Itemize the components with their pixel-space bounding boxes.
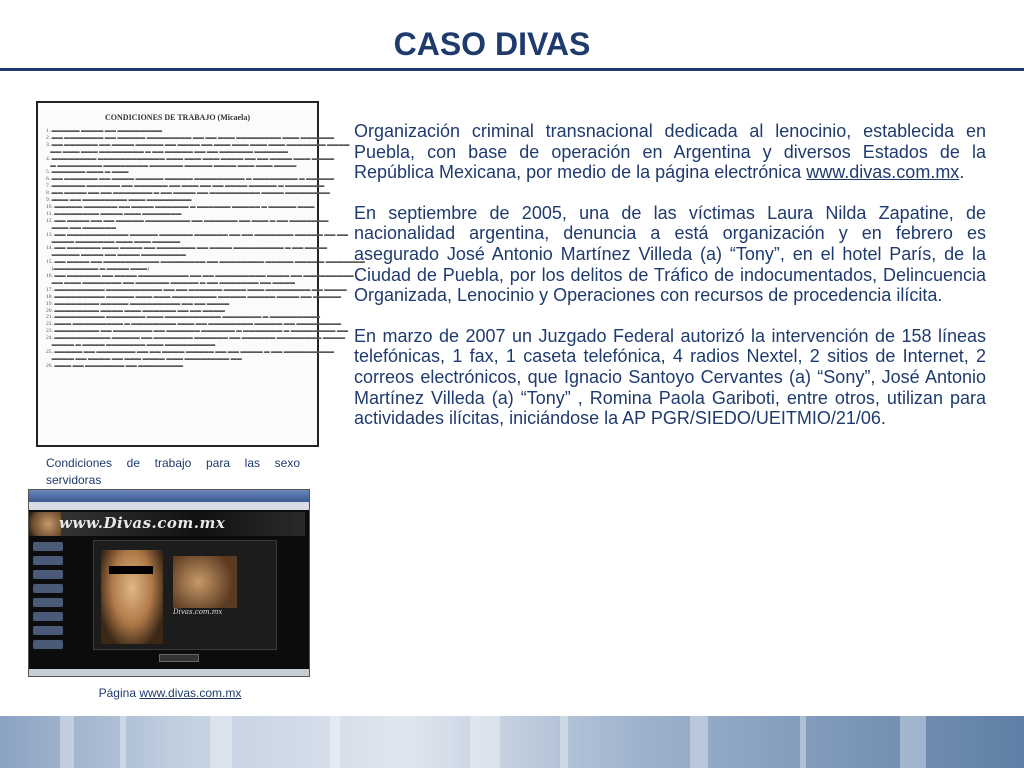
site-logo: www.Divas.com.mx	[59, 514, 226, 532]
banner-photo	[29, 512, 61, 536]
paragraph-1-text: Organización criminal transnacional dedicada al lenocinio, establecida en Puebla, con base de operación en Argentina y diversos Estados de la República Mexicana, por medio de la página electrónica	[354, 121, 986, 183]
censor-bar	[109, 566, 153, 574]
site-side-menu	[33, 542, 63, 662]
website-caption	[0, 686, 340, 700]
browser-toolbar	[29, 502, 309, 510]
paragraph-1	[354, 121, 986, 183]
browser-statusbar	[29, 669, 309, 676]
divas-site-link[interactable]: www.divas.com.mx	[806, 162, 960, 183]
site-side-photo	[173, 556, 237, 608]
page-title: CASO DIVAS	[393, 26, 591, 62]
website-screenshot-image	[28, 489, 310, 677]
paragraph-2: En septiembre de 2005, una de las víctimas Laura Nilda Zapatine, de nacionalidad argentina, denuncia a está organización y en febrero es asegurado José Antonio Martínez Villeda (a) “Tony”, en el hotel París, de la Ciudad de Puebla, por los delitos de Tráfico de indocumentados, Delincuencia Organizada, Lenocinio y Operaciones con recursos de procedencia ilícita.	[354, 202, 986, 306]
document-heading: CONDICIONES DE TRABAJO (Micaela)	[105, 113, 250, 122]
title-divider	[0, 68, 1024, 71]
footer-decorative-band	[0, 716, 1024, 768]
site-side-logo: Divas.com.mx	[173, 608, 223, 616]
website-caption-link[interactable]: www.divas.com.mx	[139, 686, 242, 700]
site-enter-button	[159, 654, 199, 662]
website-caption-prefix: Página	[98, 686, 136, 700]
main-text	[354, 121, 986, 449]
site-main-photo	[101, 550, 163, 644]
paragraph-3: En marzo de 2007 un Juzgado Federal autorizó la intervención de 158 líneas telefónicas, 1 fax, 1 caseta telefónica, 4 radios Nextel, 2 sitios de Internet, 2 correos electrónicos, que Ignacio Santoyo Cervantes (a) “Sony”, José Antonio Martínez Villeda (a) “Tony” , Romina Paola Gariboti, entre otros, utilizan para actividades ilícitas, iniciándose la AP PGR/SIEDO/UEITMIO/21/06.	[354, 325, 986, 429]
browser-titlebar	[29, 490, 309, 502]
paragraph-1-end: .	[959, 162, 965, 183]
document-scan-image	[36, 101, 365, 447]
document-scan-lines: 1. ▬▬▬▬▬ ▬▬▬▬ ▬▬ ▬▬▬▬▬▬▬▬ 2. ▬▬ ▬▬▬▬▬▬▬ ▬▬ ▬▬▬▬▬ ▬▬▬▬▬▬▬▬ ▬▬ ▬▬ ▬▬▬ ▬▬▬▬▬▬▬▬ ▬▬▬ ▬▬▬▬▬▬ 3. ▬▬ ▬▬▬▬▬▬ ▬▬ ▬▬▬▬ ▬▬▬▬▬ ▬▬ ▬▬▬▬ ▬▬ ▬▬▬ ▬▬▬ ▬▬▬ ▬▬▬ ▬▬▬▬▬▬▬ ▬▬▬▬ ▬▬ ▬▬▬ ▬▬▬ ▬▬▬▬▬▬▬▬ ▬ ▬▬ ▬▬▬▬▬ ▬▬ ▬▬ ▬▬▬▬▬▬ ▬▬▬▬▬▬ 4. ▬▬▬▬▬▬▬▬ ▬▬▬▬▬▬▬▬▬▬▬▬ ▬▬▬ ▬▬▬ ▬▬▬ ▬▬▬▬ ▬▬ ▬▬ ▬▬▬▬ ▬▬▬ ▬▬▬▬ ▬ ▬▬▬▬▬▬▬▬ ▬▬▬▬▬▬▬▬ ▬▬▬▬▬▬ ▬▬▬▬▬ ▬▬▬▬ ▬▬▬ ▬▬▬ ▬▬▬▬ 5. ▬▬▬▬▬▬ ▬▬▬ ▬ ▬▬▬ 6. ▬▬ ▬▬▬▬▬▬ ▬▬ ▬▬▬▬ ▬▬▬▬▬ ▬▬▬▬▬ ▬▬▬▬▬▬▬▬▬ ▬ ▬▬▬▬▬▬▬▬ ▬ ▬▬▬▬▬ 7. ▬▬▬▬▬▬ ▬▬▬▬▬▬ ▬▬ ▬▬▬▬▬▬ ▬▬ ▬▬▬ ▬▬ ▬▬ ▬▬▬▬ ▬▬▬▬▬ ▬ ▬▬▬▬▬▬▬ 8. ▬▬ ▬▬▬▬ ▬▬ ▬▬ ▬▬▬▬▬▬▬ ▬ ▬▬ ▬▬▬▬ ▬▬ ▬▬▬▬▬▬▬▬▬ ▬▬▬▬ ▬▬▬▬▬▬▬▬ 9. ▬▬▬ ▬▬ ▬▬▬▬▬▬▬▬ ▬▬▬ ▬▬▬▬▬▬▬▬ 10. ▬▬▬▬▬ ▬▬▬▬▬▬ ▬▬ ▬▬▬▬ ▬▬▬▬▬▬ ▬ ▬▬▬▬▬▬ ▬▬▬▬▬ ▬ ▬▬▬▬▬ ▬▬▬ 11. ▬▬▬▬▬▬▬▬ ▬▬▬▬ ▬▬▬ ▬▬▬▬▬▬▬ 12. ▬▬ ▬▬▬▬ ▬▬ ▬▬ ▬▬▬▬▬ ▬▬▬▬▬▬▬▬ ▬▬ ▬▬▬▬▬▬ ▬▬ ▬▬▬ ▬ ▬▬ ▬▬▬▬▬▬▬ ▬▬▬ ▬▬ ▬▬▬▬▬▬ 13. ▬▬ ▬▬▬▬▬▬▬▬▬▬▬ ▬▬▬▬▬ ▬▬▬▬▬▬ ▬▬▬▬▬▬ ▬▬ ▬▬ ▬▬▬▬▬▬▬ ▬▬▬▬▬ ▬▬ ▬▬ ▬▬▬▬ ▬▬▬▬▬▬▬ ▬▬▬ ▬▬▬ ▬▬▬▬▬ 14. ▬▬ ▬▬▬▬▬▬ ▬▬▬ ▬▬▬▬ ▬▬ ▬▬▬▬▬▬▬ ▬▬ ▬▬▬▬ ▬▬▬▬▬▬▬▬▬ ▬ ▬▬ ▬▬▬▬ ▬▬▬▬▬ ▬▬▬▬ ▬▬ ▬▬▬▬ ▬▬▬▬▬▬▬▬ 15. ▬▬ ▬▬▬▬ ▬▬ ▬▬▬▬▬▬▬▬▬▬ ▬▬▬▬▬▬▬▬ ▬▬ ▬▬▬▬▬▬▬▬ ▬▬▬▬▬ ▬▬▬▬ ▬ ▬▬▬▬▬▬▬ (▬▬▬▬▬▬▬▬ ▬ ▬▬▬▬ ▬▬▬) 16. ▬▬ ▬▬▬▬▬▬ ▬▬ ▬▬▬▬ ▬▬▬▬▬▬▬▬▬ ▬▬ ▬▬ ▬▬▬▬▬▬▬▬▬ ▬▬▬▬ ▬▬ ▬▬▬▬▬▬▬▬▬ ▬▬ ▬▬▬ ▬▬▬▬▬▬▬ ▬▬ ▬▬▬▬▬▬ ▬▬▬▬▬ ▬ ▬▬ ▬▬▬▬▬▬▬ ▬▬ ▬▬▬▬ 17. ▬▬▬▬▬▬▬▬▬ ▬▬▬▬▬▬▬▬▬▬ ▬▬ ▬▬ ▬▬▬▬▬▬ ▬▬▬▬ ▬▬▬ ▬▬▬▬▬▬▬▬ ▬▬ ▬▬▬▬ 18. ▬▬▬▬▬▬▬▬▬ ▬▬▬▬▬ ▬▬▬ ▬▬▬ ▬▬▬▬▬▬▬▬ ▬▬▬▬▬ ▬▬▬▬▬ ▬▬▬▬ ▬▬ ▬▬▬▬▬ 19. ▬▬▬▬▬▬▬▬ ▬▬▬▬▬ ▬▬▬▬▬▬▬▬▬ ▬▬ ▬▬ ▬▬▬▬ 20. ▬▬▬▬▬▬▬▬ ▬▬▬▬ ▬▬▬ ▬▬▬▬▬▬ ▬▬ ▬▬ ▬▬▬▬ 21. ▬▬▬▬▬▬▬▬▬ ▬▬▬▬▬▬▬ ▬▬▬ ▬▬▬▬▬▬▬▬▬▬ ▬▬▬▬▬▬▬ ▬ ▬▬▬▬▬▬▬▬▬ 22. ▬▬▬ ▬▬▬▬▬▬▬▬▬ ▬ ▬▬▬▬▬▬▬▬ ▬▬▬ ▬▬ ▬▬▬▬▬▬▬▬ ▬▬▬▬▬ ▬▬ ▬▬▬▬▬▬▬▬ 23. ▬▬▬▬▬▬▬▬ ▬▬ ▬▬▬▬▬▬▬ ▬▬ ▬▬▬▬▬▬ ▬▬▬▬▬▬ ▬ ▬▬▬▬▬▬▬ ▬ ▬▬▬▬▬▬▬▬ ▬▬ 24. ▬▬▬▬▬▬▬▬▬▬ ▬▬▬▬▬ ▬▬ ▬▬▬▬▬▬▬ ▬▬▬▬▬▬ ▬▬ ▬▬▬▬▬▬ ▬▬▬▬▬▬▬▬ ▬▬▬▬ ▬▬▬▬ ▬ ▬▬▬▬ ▬▬▬▬▬▬▬ ▬▬▬ ▬▬▬▬▬▬▬▬▬ 25. ▬▬▬▬▬ ▬▬ ▬▬▬▬▬▬▬ ▬▬ ▬▬ ▬▬▬▬ ▬▬▬▬▬ ▬▬ ▬▬ ▬▬▬▬ ▬ ▬▬ ▬▬▬▬▬▬▬▬▬ ▬▬▬▬ ▬▬ ▬▬▬▬ ▬▬ ▬▬▬ ▬▬▬▬ ▬▬▬ ▬▬▬▬▬▬▬▬ ▬▬ 26. ▬▬▬ ▬▬ ▬▬▬▬▬▬▬ ▬▬ ▬▬▬▬▬▬▬▬	[46, 128, 365, 369]
document-caption: Condiciones de trabajo para las sexo servidoras	[46, 456, 300, 487]
